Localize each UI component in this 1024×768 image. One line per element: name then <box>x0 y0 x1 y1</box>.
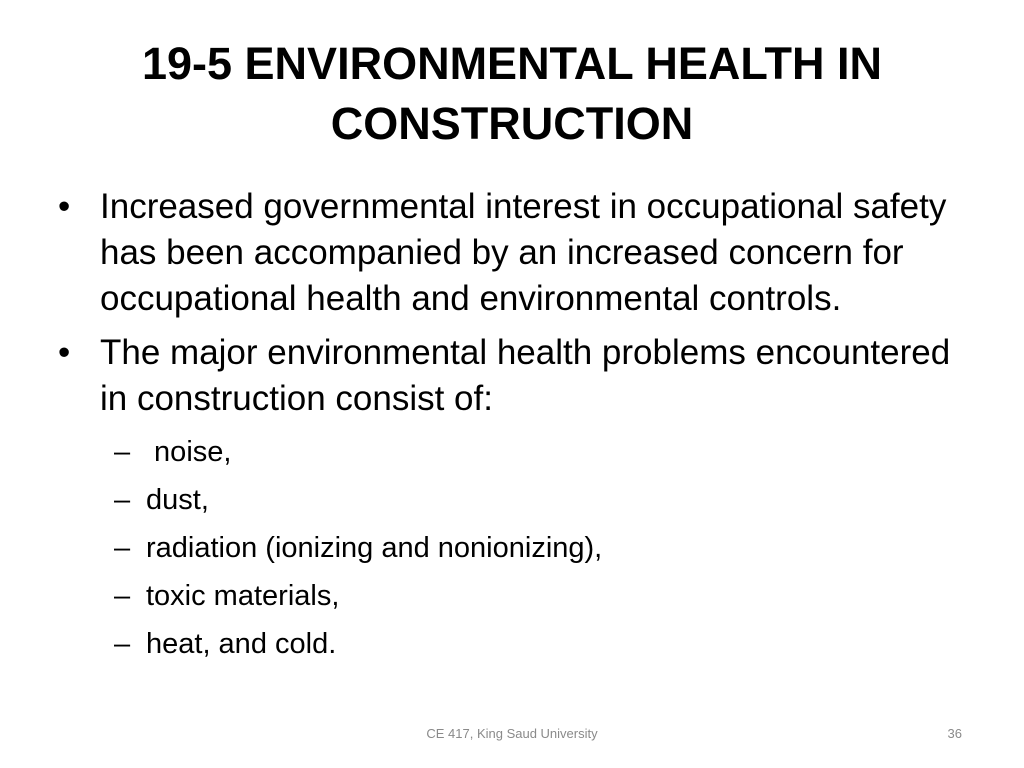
sub-bullet-text: noise, <box>146 436 232 468</box>
sub-bullet-text: radiation (ionizing and nonionizing), <box>146 532 603 564</box>
sub-bullet-marker: – <box>114 580 131 612</box>
bullet-marker: • <box>58 333 71 372</box>
bullet-item <box>56 330 966 422</box>
bullet-text: The major environmental health problems encountered in construction consist of: <box>100 333 951 418</box>
sub-bullet-text: toxic materials, <box>146 580 340 612</box>
sub-bullet-item <box>56 626 966 662</box>
sub-bullet-list <box>56 434 966 662</box>
slide-content <box>56 184 966 674</box>
slide-page-number: 36 <box>947 726 962 741</box>
footer-course-label: CE 417, King Saud University <box>426 726 598 741</box>
sub-bullet-item <box>56 530 966 566</box>
sub-bullet-text: dust, <box>146 484 209 516</box>
slide-title-line-1: 19-5 ENVIRONMENTAL HEALTH IN <box>141 38 883 89</box>
bullet-item <box>56 184 966 322</box>
sub-bullet-marker: – <box>114 532 131 564</box>
sub-bullet-item <box>56 434 966 470</box>
sub-bullet-text: heat, and cold. <box>146 628 337 660</box>
sub-bullet-item <box>56 482 966 518</box>
sub-bullet-marker: – <box>114 628 131 660</box>
sub-bullet-marker: – <box>114 436 131 468</box>
slide-title-line-2: CONSTRUCTION <box>330 98 694 149</box>
slide-title <box>60 34 964 154</box>
bullet-text: Increased governmental interest in occupational safety has been accompanied by an increased concern for occupational health and environmental controls. <box>100 187 947 318</box>
slide-footer <box>0 724 1024 744</box>
sub-bullet-marker: – <box>114 484 131 516</box>
sub-bullet-item <box>56 578 966 614</box>
bullet-marker: • <box>58 187 71 226</box>
